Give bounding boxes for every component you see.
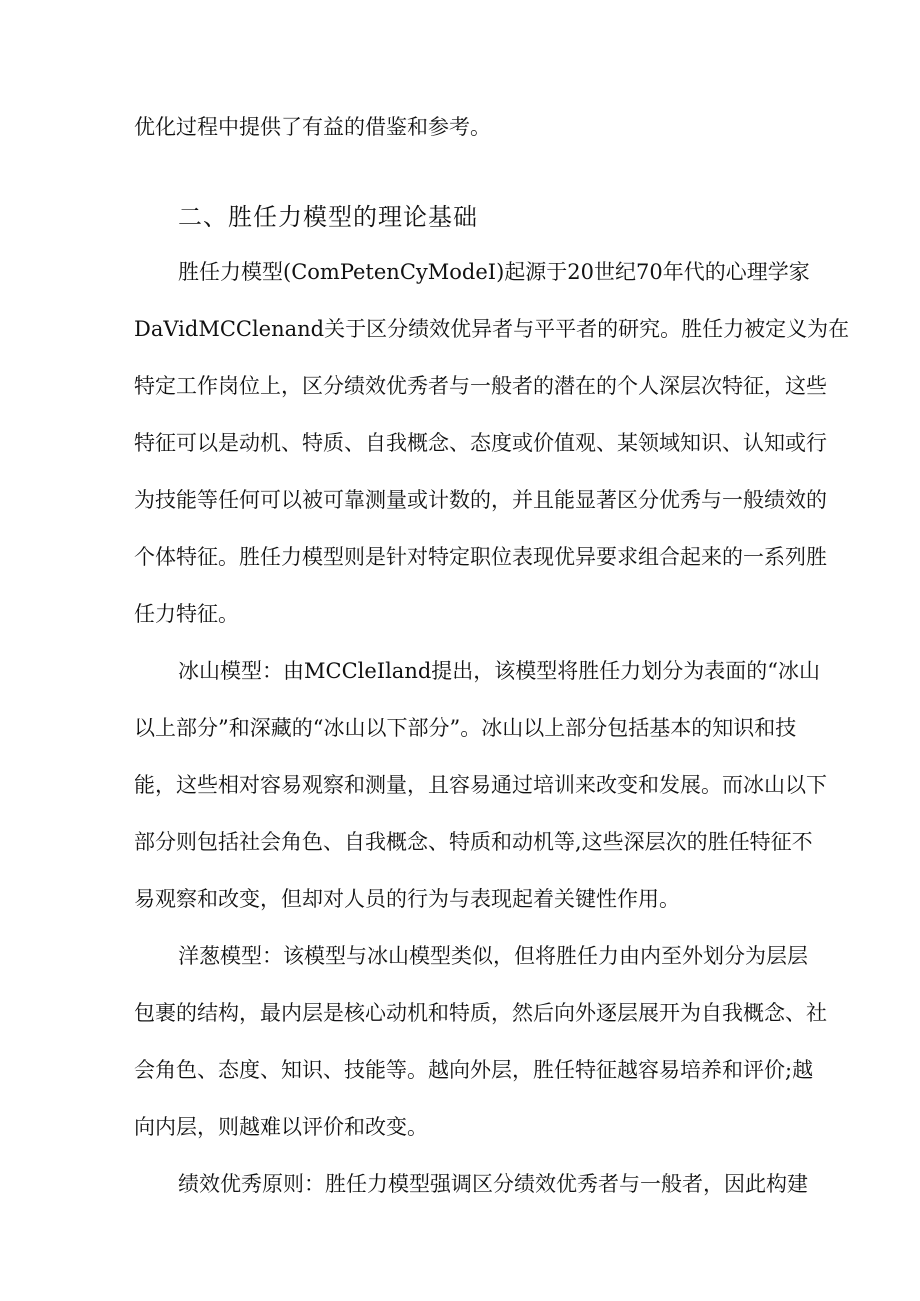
paragraph-line: 绩效优秀原则：胜任力模型强调区分绩效优秀者与一般者，因此构建 <box>178 1172 808 1196</box>
carryover-text: 优化过程中提供了有益的借鉴和参考。 <box>134 115 491 139</box>
paragraph-line: 洋葱模型：该模型与冰山模型类似，但将胜任力由内至外划分为层层 <box>178 944 808 968</box>
paragraph-line: 特征可以是动机、特质、自我概念、态度或价值观、某领域知识、认知或行 <box>134 431 827 455</box>
paragraph-line: 胜任力模型(ComPetenCyModeI)起源于20世纪70年代的心理学家 <box>178 260 810 284</box>
paragraph-line: 包裹的结构，最内层是核心动机和特质，然后向外逐层展开为自我概念、社 <box>134 1001 827 1025</box>
paragraph-line: 部分则包括社会角色、自我概念、特质和动机等,这些深层次的胜任特征不 <box>134 830 813 854</box>
paragraph-line: 易观察和改变，但却对人员的行为与表现起着关键性作用。 <box>134 887 680 911</box>
paragraph-line: 向内层，则越难以评价和改变。 <box>134 1115 428 1139</box>
paragraph-line: DaVidMCClenand关于区分绩效优异者与平平者的研究。胜任力被定义为在 <box>134 317 850 341</box>
paragraph-line: 以上部分”和深藏的“冰山以下部分”。冰山以上部分包括基本的知识和技 <box>134 716 797 740</box>
paragraph-line: 特定工作岗位上，区分绩效优秀者与一般者的潜在的个人深层次特征，这些 <box>134 374 827 398</box>
section-heading: 二、胜任力模型的理论基础 <box>178 203 478 231</box>
paragraph-line: 能，这些相对容易观察和测量，且容易通过培训来改变和发展。而冰山以下 <box>134 773 827 797</box>
paragraph-line: 任力特征。 <box>134 602 239 626</box>
paragraph-line: 个体特征。胜任力模型则是针对特定职位表现优异要求组合起来的一系列胜 <box>134 545 827 569</box>
paragraph-line: 冰山模型：由MCCleIland提出，该模型将胜任力划分为表面的“冰山 <box>178 659 821 683</box>
paragraph-line: 会角色、态度、知识、技能等。越向外层，胜任特征越容易培养和评价;越 <box>134 1058 814 1082</box>
carryover-line <box>0 112 920 142</box>
paragraph-line: 为技能等任何可以被可靠测量或计数的，并且能显著区分优秀与一般绩效的 <box>134 488 827 512</box>
